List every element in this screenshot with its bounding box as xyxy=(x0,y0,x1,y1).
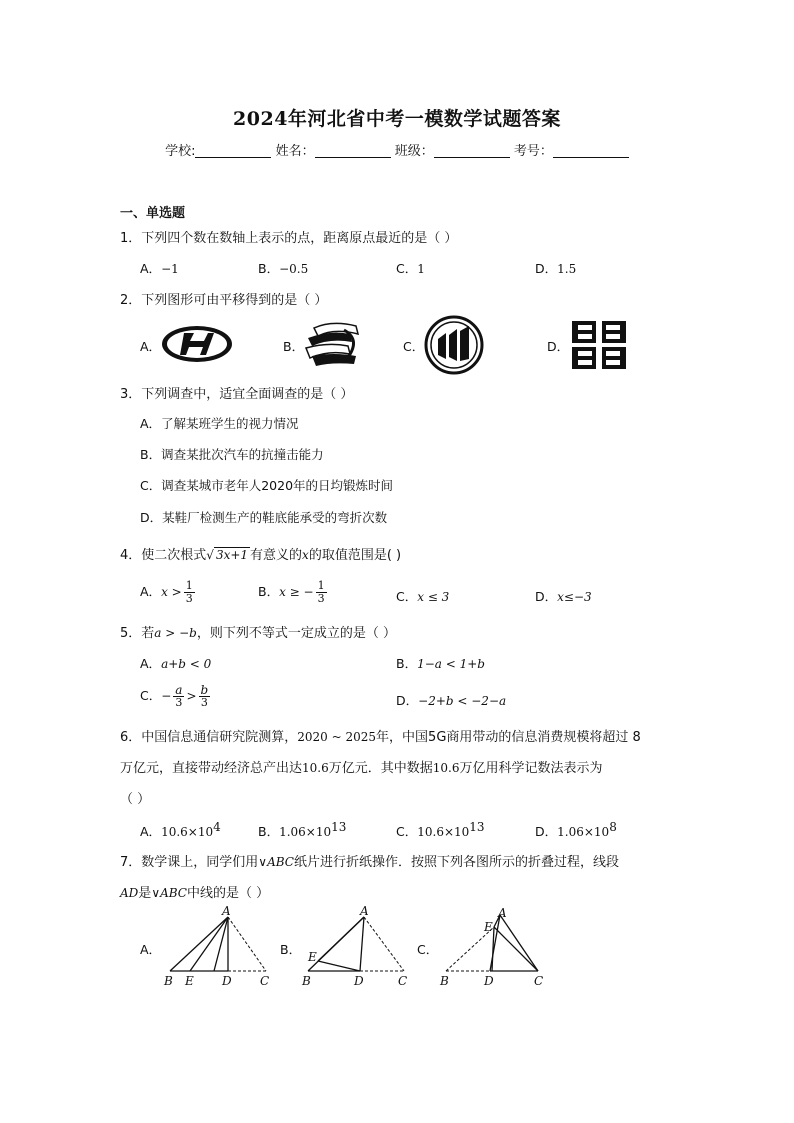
q7b-point-D: D xyxy=(354,974,364,988)
q2-option-d-label: D． xyxy=(547,339,570,354)
q2-option-b-label: B． xyxy=(283,339,305,354)
q7c-point-B: B xyxy=(440,974,449,988)
class-label: 班级： xyxy=(394,144,434,159)
q2-logo-a-icon xyxy=(160,323,234,365)
q7b-point-B: B xyxy=(302,974,311,988)
q6-option-a: A．$10.6\times 10^4$ xyxy=(140,820,221,840)
q2-stem: 2．下列图形可由平移得到的是（ ） xyxy=(120,293,328,308)
q5-option-b: B．1−a < 1+b xyxy=(396,656,485,671)
q5-option-a: A．a+b < 0 xyxy=(140,656,212,671)
school-blank xyxy=(195,145,271,158)
q4-option-b: B．x ≥ − $\frac{1}{3}$ xyxy=(258,579,325,605)
section-heading: 一、单选题 xyxy=(120,206,186,221)
q7-option-b-label: B． xyxy=(280,942,302,957)
q2-logo-c-icon xyxy=(424,315,484,375)
q3-option-a: A．了解某班学生的视力情况 xyxy=(140,416,299,431)
q7c-point-E: E xyxy=(484,920,493,934)
q7-option-a-label: A． xyxy=(140,942,162,957)
q2-logo-b-icon xyxy=(300,320,364,368)
q7-line-1: 7．数学课上，同学们用∨ABC纸片进行折纸操作．按照下列各图所示的折叠过程，线段 xyxy=(120,855,619,870)
name-label: 姓名： xyxy=(275,144,315,159)
q4-stem: 4．使二次根式√ 3x+1 有意义的x的取值范围是( ) xyxy=(120,548,402,563)
q7-option-c-label: C． xyxy=(417,942,439,957)
q5-option-c: C．− $\frac{a}{3}$ > $\frac{b}{3}$ xyxy=(140,683,209,709)
q7a-point-B: B xyxy=(164,974,173,988)
q2-option-c-label: C． xyxy=(403,339,425,354)
q7a-point-E: E xyxy=(185,974,194,988)
q7b-point-C: C xyxy=(398,974,408,988)
q7a-point-D: D xyxy=(222,974,232,988)
q4-option-a: A．x > $\frac{1}{3}$ xyxy=(140,579,193,605)
q4-option-c: C．x ≤ 3 xyxy=(396,589,450,604)
q6-line-1: 6．中国信息通信研究院测算，2020 ~ 2025年，中国5G商用带动的信息消费规模将超过 8 xyxy=(120,730,641,745)
q7b-point-A: A xyxy=(360,905,369,918)
q5-stem: 5．若a > −b，则下列不等式一定成立的是（ ） xyxy=(120,626,396,641)
q7-line-2: AD是∨ABC中线的是（ ） xyxy=(120,886,270,901)
exam-no-label: 考号： xyxy=(513,144,553,159)
student-info-line xyxy=(0,140,794,159)
q6-option-c: C．$10.6\times 10^{13}$ xyxy=(396,820,485,840)
q7-figure-c xyxy=(434,905,550,989)
q1-stem: 1．下列四个数在数轴上表示的点，距离原点最近的是（ ） xyxy=(120,231,458,246)
page-title: 2024年河北省中考一模数学试题答案 xyxy=(233,108,561,130)
q4-radical: √ 3x+1 xyxy=(206,548,249,562)
q7c-point-C: C xyxy=(534,974,544,988)
q2-logo-d-icon xyxy=(570,319,628,371)
q2-option-a-label: A． xyxy=(140,339,162,354)
q6-option-b: B．$1.06\times 10^{13}$ xyxy=(258,820,347,840)
name-blank xyxy=(315,145,391,158)
q7a-point-C: C xyxy=(260,974,270,988)
q1-option-a: A．−1 xyxy=(140,261,179,276)
exam-no-blank xyxy=(553,145,629,158)
q1-option-d: D．1.5 xyxy=(535,261,577,276)
q3-option-b: B．调查某批次汽车的抗撞击能力 xyxy=(140,447,324,462)
q7c-point-D: D xyxy=(484,974,494,988)
q3-option-c: C．调查某城市老年人2020年的日均锻炼时间 xyxy=(140,478,394,493)
q1-option-b: B．−0.5 xyxy=(258,261,309,276)
q6-option-d: D．$1.06\times 10^8$ xyxy=(535,820,617,840)
q4-option-d: D．x≤−3 xyxy=(535,589,592,604)
q1-option-c: C．1 xyxy=(396,261,425,276)
class-blank xyxy=(434,145,510,158)
q7c-point-A: A xyxy=(498,906,507,920)
q7-figure-a xyxy=(158,905,274,989)
school-label: 学校: xyxy=(165,144,196,159)
q7a-point-A: A xyxy=(222,905,231,918)
q7-figure-b xyxy=(296,905,412,989)
q3-option-d: D．某鞋厂检测生产的鞋底能承受的弯折次数 xyxy=(140,510,388,525)
q7b-point-E: E xyxy=(308,950,317,964)
q6-line-3: （ ） xyxy=(120,792,151,807)
q3-stem: 3．下列调查中，适宜全面调查的是（ ） xyxy=(120,387,354,402)
q5-option-d: D．−2+b < −2−a xyxy=(396,693,507,708)
q6-line-2: 万亿元，直接带动经济总产出达10.6万亿元．其中数据10.6万亿用科学记数法表示为 xyxy=(120,761,603,776)
